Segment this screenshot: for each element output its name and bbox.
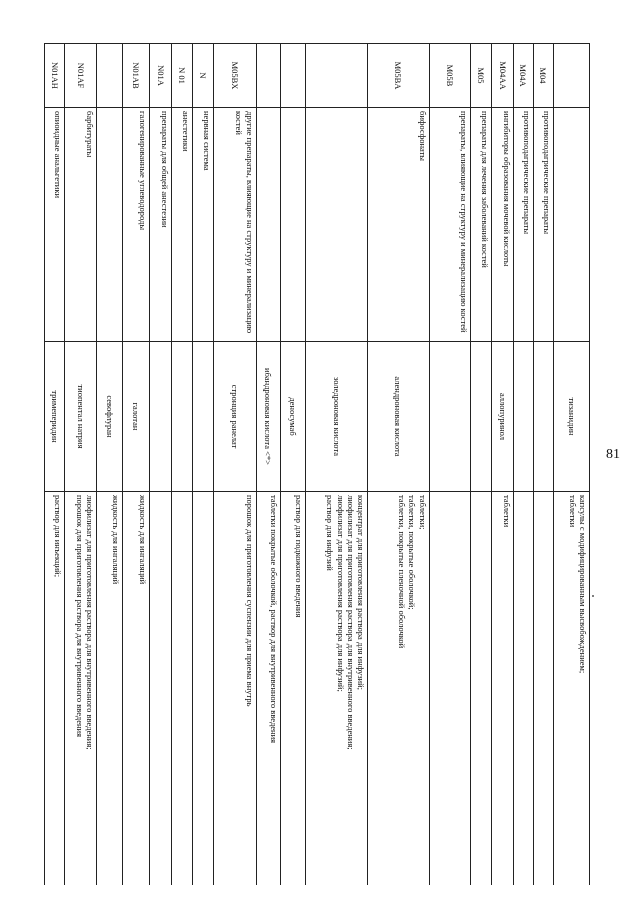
- dosage-forms-cell: [171, 492, 192, 886]
- page-number: 81: [606, 447, 620, 462]
- drug-name-cell: севофлуран: [97, 342, 122, 492]
- stray-dot: [592, 595, 594, 597]
- drug-name-cell: [513, 342, 533, 492]
- group-name-cell: другие препараты, влияющие на структуру и минерализацию костей: [214, 108, 256, 342]
- dosage-form-line: капсулы с модифицированным высвобождением;: [578, 495, 588, 674]
- drug-name-cell: тримеперидин: [45, 342, 65, 492]
- atc-code-cell: [280, 44, 305, 108]
- dosage-forms-cell: [429, 492, 470, 886]
- dosage-forms-cell: [492, 492, 513, 886]
- atc-code-cell: M05BA: [368, 44, 430, 108]
- table-row: [368, 44, 430, 886]
- group-name-cell: препараты для общей анестезии: [150, 108, 171, 342]
- atc-code-cell: M05BX: [214, 44, 256, 108]
- dosage-forms-cell: [533, 492, 553, 886]
- group-name-cell: [280, 108, 305, 342]
- atc-code-cell: N01AB: [122, 44, 150, 108]
- table-row: [97, 44, 122, 886]
- dosage-form-line: раствор для подкожного введения: [294, 495, 305, 618]
- drug-name-cell: [471, 342, 492, 492]
- table-row: [150, 44, 171, 886]
- dosage-forms-cell: [192, 492, 213, 886]
- table-row: [429, 44, 470, 886]
- table-row: [513, 44, 533, 886]
- atc-code-cell: M05: [471, 44, 492, 108]
- table-row: [306, 44, 368, 886]
- dosage-forms-cell: [65, 492, 97, 886]
- dosage-forms-cell: [256, 492, 280, 886]
- group-name-cell: барбитураты: [65, 108, 97, 342]
- atc-code-cell: [306, 44, 368, 108]
- table-row: [45, 44, 65, 886]
- drug-name-cell: аллопуринол: [492, 342, 513, 492]
- atc-code-cell: [256, 44, 280, 108]
- dosage-form-line: порошок для приготовления суспензии для приема внутрь: [244, 495, 255, 707]
- atc-code-cell: N 01: [171, 44, 192, 108]
- drug-name-cell: [192, 342, 213, 492]
- dosage-form-line: порошок для приготовления раствора для внутривенного введения: [75, 495, 86, 737]
- dosage-form-line: лиофилизат для приготовления раствора для внутривенного введения;: [85, 495, 96, 750]
- table-row: [280, 44, 305, 886]
- rotated-table: [44, 43, 590, 885]
- drug-name-cell: стронция ранелат: [214, 342, 256, 492]
- atc-code-cell: [553, 44, 589, 108]
- drug-name-cell: [150, 342, 171, 492]
- dosage-forms-cell: [368, 492, 430, 886]
- atc-code-cell: N01AF: [65, 44, 97, 108]
- dosage-form-line: таблетки покрытые оболочкой, раствор для внутривенного введения: [268, 495, 279, 744]
- table-row: [471, 44, 492, 886]
- table-row: [214, 44, 256, 886]
- atc-code-cell: M04: [533, 44, 553, 108]
- dosage-form-line: жидкость для ингаляций: [138, 495, 149, 585]
- dosage-form-line: лиофилизат для приготовления раствора для инфузий;: [335, 495, 346, 692]
- dosage-forms-cell: [306, 492, 368, 886]
- table-row: [533, 44, 553, 886]
- dosage-forms-cell: [214, 492, 256, 886]
- dosage-forms-cell: [280, 492, 305, 886]
- group-name-cell: [553, 108, 589, 342]
- group-name-cell: нервная система: [192, 108, 213, 342]
- group-name-cell: препараты для лечения заболеваний костей: [471, 108, 492, 342]
- drug-name-cell: тиопентал натрия: [65, 342, 97, 492]
- table-row: [122, 44, 150, 886]
- group-name-cell: [97, 108, 122, 342]
- table-row: [492, 44, 513, 886]
- dosage-form-line: таблетки, покрытые пленочной оболочкой: [397, 495, 408, 649]
- group-name-cell: противоподагрические препараты: [513, 108, 533, 342]
- atc-code-cell: M04A: [513, 44, 533, 108]
- group-name-cell: анестетики: [171, 108, 192, 342]
- dosage-form-line: концентрат для приготовления раствора для инфузий;: [356, 495, 367, 691]
- group-name-cell: препараты, влияющие на структуру и минерализацию костей: [429, 108, 470, 342]
- table-row: [192, 44, 213, 886]
- dosage-forms-cell: [471, 492, 492, 886]
- table-row: [553, 44, 589, 886]
- drug-name-cell: [171, 342, 192, 492]
- drug-name-cell: тизанидин: [553, 342, 589, 492]
- table-row: [256, 44, 280, 886]
- dosage-forms-cell: [97, 492, 122, 886]
- atc-code-cell: N01A: [150, 44, 171, 108]
- drug-name-cell: [429, 342, 470, 492]
- table-row: [65, 44, 97, 886]
- dosage-form-line: жидкость для ингаляций: [110, 495, 121, 585]
- group-name-cell: опиоидные анальгетики: [45, 108, 65, 342]
- medication-table: [44, 43, 590, 885]
- medication-table-frame: [44, 43, 590, 885]
- table-row: [171, 44, 192, 886]
- dosage-form-line: таблетки: [501, 495, 512, 528]
- group-name-cell: ингибиторы образования мочевой кислоты: [492, 108, 513, 342]
- atc-code-cell: N01AH: [45, 44, 65, 108]
- dosage-form-line: лиофилизат для приготовления раствора для внутривенного введения;: [345, 495, 356, 750]
- group-name-cell: галогенированные углеводороды: [122, 108, 150, 342]
- dosage-forms-cell: [513, 492, 533, 886]
- dosage-forms-cell: [45, 492, 65, 886]
- group-name-cell: противоподагрические препараты: [533, 108, 553, 342]
- drug-name-cell: алендроновая кислота: [368, 342, 430, 492]
- atc-code-cell: N: [192, 44, 213, 108]
- atc-code-cell: [97, 44, 122, 108]
- group-name-cell: [256, 108, 280, 342]
- dosage-form-line: таблетки;: [417, 495, 428, 530]
- group-name-cell: бифосфонаты: [368, 108, 430, 342]
- drug-name-cell: ибандроновая кислота <*>: [256, 342, 280, 492]
- dosage-form-line: таблетки, покрытые оболочкой;: [407, 495, 418, 610]
- dosage-form-line: таблетки: [567, 495, 578, 528]
- dosage-form-line: раствор для инфузий: [325, 495, 336, 571]
- dosage-forms-cell: [553, 492, 589, 886]
- atc-code-cell: M05B: [429, 44, 470, 108]
- dosage-forms-cell: [122, 492, 150, 886]
- drug-name-cell: галотан: [122, 342, 150, 492]
- drug-name-cell: [533, 342, 553, 492]
- atc-code-cell: M04AA: [492, 44, 513, 108]
- dosage-forms-cell: [150, 492, 171, 886]
- dosage-form-line: раствор для инъекций;: [53, 495, 64, 578]
- medication-table-body: [45, 44, 590, 886]
- drug-name-cell: деносумаб: [280, 342, 305, 492]
- drug-name-cell: золедроновая кислота: [306, 342, 368, 492]
- group-name-cell: [306, 108, 368, 342]
